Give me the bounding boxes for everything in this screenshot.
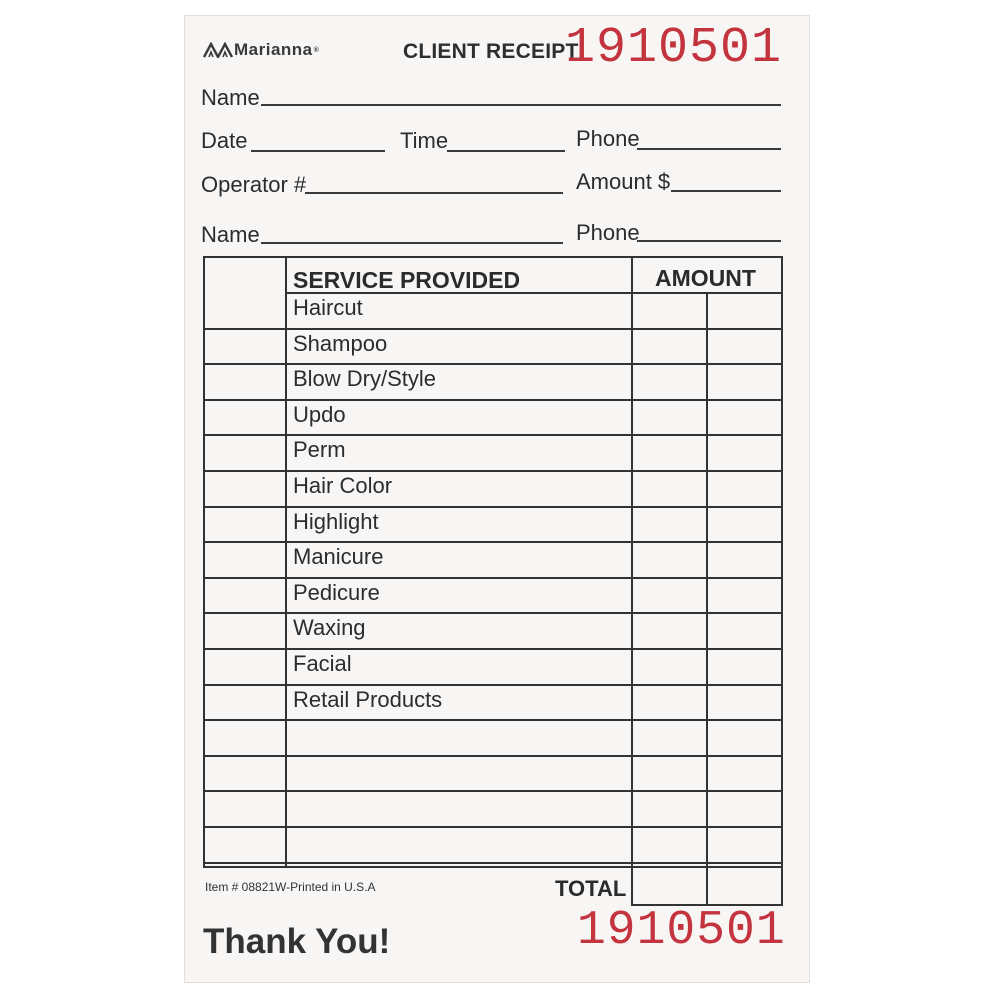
client-receipt-form <box>184 15 810 983</box>
table-row-line <box>205 434 781 436</box>
brand-mountain-icon <box>203 42 233 58</box>
table-divider-amount <box>631 256 633 906</box>
table-row-line <box>205 328 781 330</box>
table-row-line <box>205 790 781 792</box>
table-row-line <box>205 755 781 757</box>
service-item[interactable]: Manicure <box>293 544 384 570</box>
service-item[interactable]: Updo <box>293 401 346 427</box>
service-item[interactable]: Hair Color <box>293 473 393 498</box>
table-row-line <box>205 862 781 864</box>
table-row-line <box>205 684 781 686</box>
brand-name: Marianna <box>234 40 313 59</box>
table-row-line <box>205 719 781 721</box>
service-item[interactable]: Haircut <box>293 295 363 320</box>
service-item[interactable]: Highlight <box>293 508 379 534</box>
serial-number-top: 1910501 <box>565 20 783 77</box>
services-table <box>203 256 783 868</box>
serial-number-bottom: 1910501 <box>577 904 786 958</box>
name-field[interactable] <box>261 104 781 106</box>
name2-field[interactable] <box>261 242 563 244</box>
table-row-line <box>205 541 781 543</box>
date-field[interactable] <box>251 150 385 152</box>
table-row-line <box>205 577 781 579</box>
table-row-line <box>205 363 781 365</box>
service-item[interactable]: Blow Dry/Style <box>293 366 437 392</box>
table-row-line <box>205 399 781 401</box>
service-item[interactable]: Waxing <box>293 615 366 641</box>
name2-label: Name <box>201 222 260 247</box>
total-label: TOTAL <box>555 876 627 901</box>
time-field[interactable] <box>447 150 565 152</box>
amount-field[interactable] <box>671 190 781 192</box>
phone-field[interactable] <box>637 148 781 150</box>
table-divider-cents <box>706 292 708 906</box>
operator-label: Operator # <box>201 172 307 197</box>
thank-you-text: Thank You! <box>203 922 391 961</box>
service-item[interactable]: Facial <box>293 651 352 676</box>
service-provided-header: SERVICE PROVIDED <box>293 267 521 293</box>
service-item[interactable]: Retail Products <box>293 686 443 712</box>
name-label: Name <box>201 85 260 110</box>
amount-header: AMOUNT <box>655 265 756 291</box>
phone2-field[interactable] <box>637 240 781 242</box>
time-label: Time <box>400 128 449 153</box>
table-header-line <box>633 292 781 294</box>
phone-label: Phone <box>576 126 640 151</box>
table-row-line <box>205 612 781 614</box>
table-divider-left <box>285 256 287 868</box>
service-item[interactable]: Pedicure <box>293 579 380 605</box>
operator-field[interactable] <box>305 192 563 194</box>
item-code: Item # 08821W-Printed in U.S.A <box>205 880 376 894</box>
receipt-title: CLIENT RECEIPT <box>403 40 579 63</box>
table-row-line <box>205 826 781 828</box>
date-label: Date <box>201 128 248 153</box>
registered-mark: ® <box>313 46 320 54</box>
service-item[interactable]: Shampoo <box>293 330 388 356</box>
phone2-label: Phone <box>576 220 640 245</box>
table-row-line <box>205 506 781 508</box>
table-row-line <box>205 648 781 650</box>
table-amount-right <box>781 868 783 906</box>
amount-label: Amount $ <box>576 169 671 194</box>
service-item[interactable]: Perm <box>293 437 346 463</box>
table-row-line <box>205 470 781 472</box>
brand-logo <box>203 40 319 60</box>
